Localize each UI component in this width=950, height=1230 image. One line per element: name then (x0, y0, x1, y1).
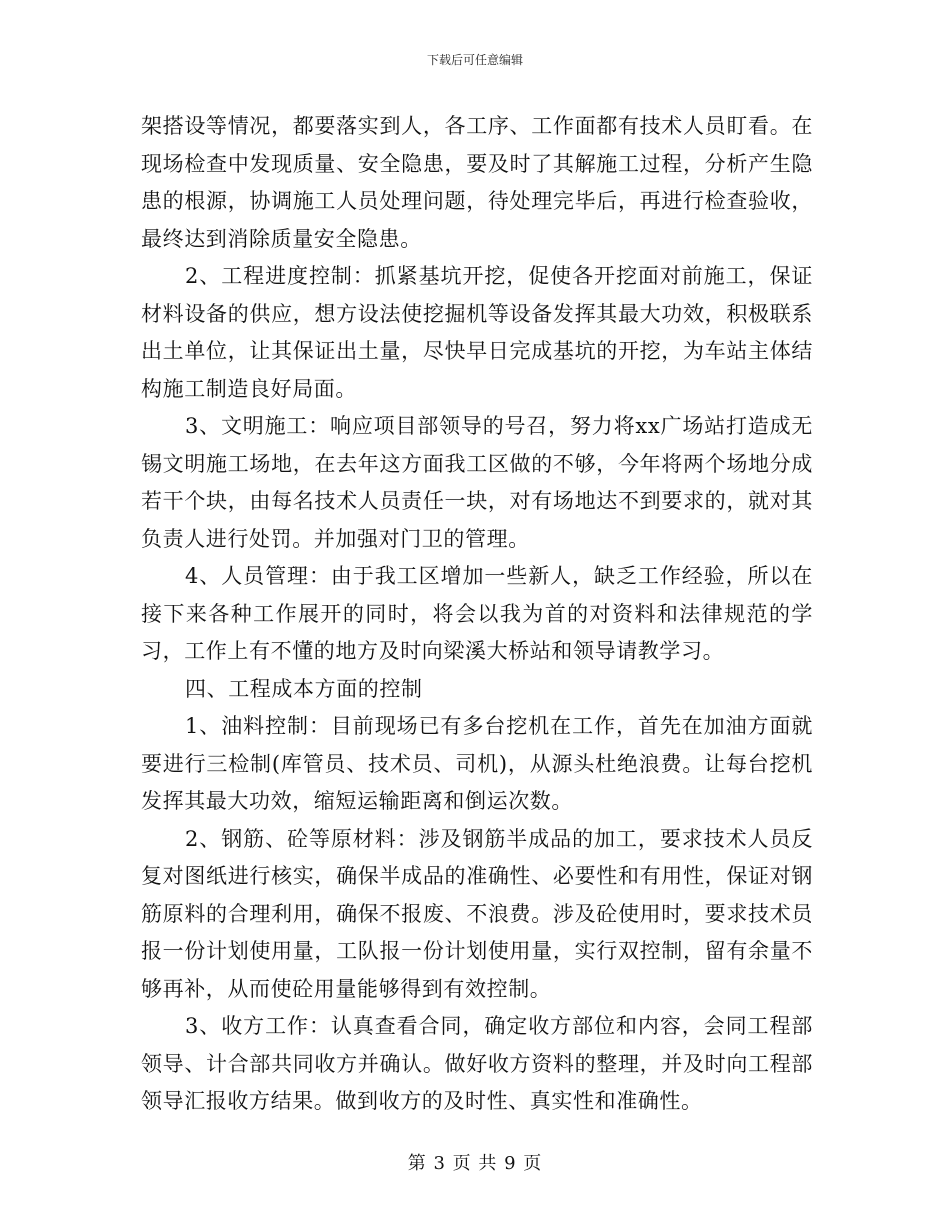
paragraph-measurement-work: 3、收方工作：认真查看合同，确定收方部位和内容，会同工程部领导、计合部共同收方并确认。做好收方资料的整理，并及时向工程部领导汇报收方结果。做到收方的及时性、真实性和准确性。 (141, 1014, 813, 1113)
document-body (141, 108, 813, 1121)
page-number-footer: 第 3 页 共 9 页 (407, 1153, 543, 1174)
paragraph-civilized-construction: 3、文明施工：响应项目部领导的号召，努力将xx广场站打造成无锡文明施工场地，在去年这方面我工区做的不够，今年将两个场地分成若干个块，由每名技术人员责任一块，对有场地达不到要求的，就对其负责人进行处罚。并加强对门卫的管理。 (141, 414, 813, 551)
page-header: 下载后可任意编辑 (426, 53, 523, 67)
paragraph-fuel-control: 1、油料控制：目前现场已有多台挖机在工作，首先在加油方面就要进行三检制(库管员、技术员、司机)，从源头杜绝浪费。让每台挖机发挥其最大功效，缩短运输距离和倒运次数。 (141, 714, 813, 813)
section-heading-cost-control: 四、工程成本方面的控制 (185, 676, 423, 701)
paragraph-raw-materials: 2、钢筋、砼等原材料：涉及钢筋半成品的加工，要求技术人员反复对图纸进行核实，确保半成品的准确性、必要性和有用性，保证对钢筋原料的合理利用，确保不报废、不浪费。涉及砼使用时，要求技术员报一份计划使用量，工队报一份计划使用量，实行双控制，留有余量不够再补，从而使砼用量能够得到有效控制。 (141, 826, 813, 1001)
paragraph-quality-control-continued: 架搭设等情况，都要落实到人，各工序、工作面都有技术人员盯看。在现场检查中发现质量、安全隐患，要及时了其解施工过程，分析产生隐患的根源，协调施工人员处理问题，待处理完毕后，再进行检查验收，最终达到消除质量安全隐患。 (141, 114, 813, 251)
paragraph-personnel-management: 4、人员管理：由于我工区增加一些新人，缺乏工作经验，所以在接下来各种工作展开的同时，将会以我为首的对资料和法律规范的学习，工作上有不懂的地方及时向梁溪大桥站和领导请教学习。 (141, 564, 813, 663)
paragraph-schedule-control: 2、工程进度控制：抓紧基坑开挖，促使各开挖面对前施工，保证材料设备的供应，想方设法使挖掘机等设备发挥其最大功效，积极联系出土单位，让其保证出土量，尽快早日完成基坑的开挖，为车站主体结构施工制造良好局面。 (141, 264, 813, 401)
